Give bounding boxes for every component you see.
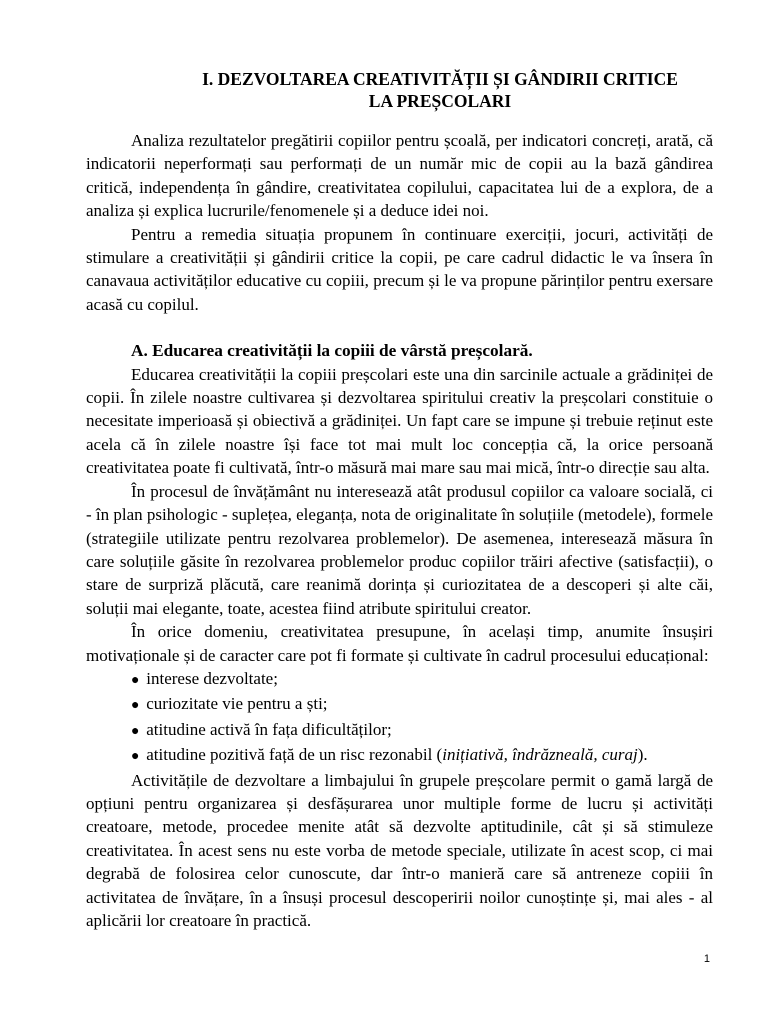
- section-paragraph-1: Educarea creativității la copiii preșcolari este una din sarcinile actuale a grădiniței de copii. În zilele noastre cultivarea și dezvoltarea spiritului creativ la preșcolari constituie o necesitate imperioasă și obiectivă a grădiniței. Un fapt care se impune și trebuie reținut este acela că în zilele noastre își face tot mai mult loc concepția că, la orice persoană creativitatea poate fi cultivată, într-o măsură mai mare sau mai mică, într-o direcție sau alta.: [86, 364, 713, 478]
- bullet-icon: ●: [131, 723, 140, 739]
- closing-paragraph: Activitățile de dezvoltare a limbajului în grupele preșcolare permit o gamă largă de opțiuni pentru organizarea și desfășurarea unor multiple forme de lucru și activități creatoare, metode, procedee menite atât să dezvolte aptitudinile, cât și să stimuleze creativitatea. În acest sens nu este vorba de metode speciale, utilizate în acest scop, ci mai degrabă de folosirea celor cunoscute, dar într-o manieră care să antreneze copiii în activitatea de învățare, în a însuși procesul descoperirii noilor cunoștințe și, mai ales - al aplicării lor creatoare în practică.: [86, 770, 713, 930]
- bullet-icon: ●: [131, 698, 140, 714]
- page-number: 1: [703, 953, 710, 965]
- list-item: ● atitudine activă în fața dificultăților;: [131, 718, 713, 743]
- list-item: ● interese dezvoltate;: [131, 667, 713, 692]
- list-item: ● atitudine pozitivă față de un risc rezonabil (inițiativă, îndrăzneală, curaj).: [131, 743, 713, 768]
- bullet-icon: ●: [131, 749, 140, 765]
- title-line-2: LA PREȘCOLARI: [368, 91, 512, 111]
- intro-paragraph-1: Analiza rezultatelor pregătirii copiilor pentru școală, per indicatori concreți, arată, că indicatorii neperformați sau performați de un număr mic de copii au la bază gândirea critică, independența în gândire, creativitatea copilului, capacitatea lui de a explora, de a analiza și explica lucrurile/fenomenele și a deduce idei noi.: [86, 131, 713, 221]
- section-paragraph-2: În procesul de învățământ nu interesează atât produsul copiilor ca valoare socială, ci - în plan psihologic - suplețea, eleganța, nota de originalitate în soluțiile (metodele), formele (strategiile utilizate pentru rezolvarea problemelor). De asemenea, interesează măsura în care soluțiile găsite în rezolvarea problemelor produc copiilor trăiri afective (satisfacții), o stare de surpriză plăcută, care reanimă dorința și curiozitatea de a descoperi și alte căi, soluții mai elegante, toate, acestea fiind atribute spiritului creator.: [86, 481, 713, 618]
- document-body: [86, 129, 713, 932]
- document-title: [150, 68, 730, 112]
- bullet-list: [86, 667, 713, 769]
- list-item: ● curiozitate vie pentru a ști;: [131, 692, 713, 717]
- section-heading: A. Educarea creativității la copiii de vârstă preșcolară.: [131, 341, 533, 361]
- section-paragraph-3: În orice domeniu, creativitatea presupune, în același timp, anumite însușiri motivaționale și de caracter care pot fi formate și cultivate în cadrul procesului educațional:: [86, 622, 713, 665]
- bullet-icon: ●: [131, 672, 140, 688]
- title-line-1: I. DEZVOLTAREA CREATIVITĂȚII ȘI GÂNDIRII CRITICE: [202, 69, 678, 89]
- intro-paragraph-2: Pentru a remedia situația propunem în continuare exerciții, jocuri, activități de stimulare a creativității și gândirii critice la copii, pe care cadrul didactic le va însera în canavaua activităților educative cu copiii, precum și le va propune părinților pentru exersare acasă cu copilul.: [86, 224, 713, 314]
- italic-emphasis: inițiativă, îndrăzneală, curaj: [442, 745, 638, 765]
